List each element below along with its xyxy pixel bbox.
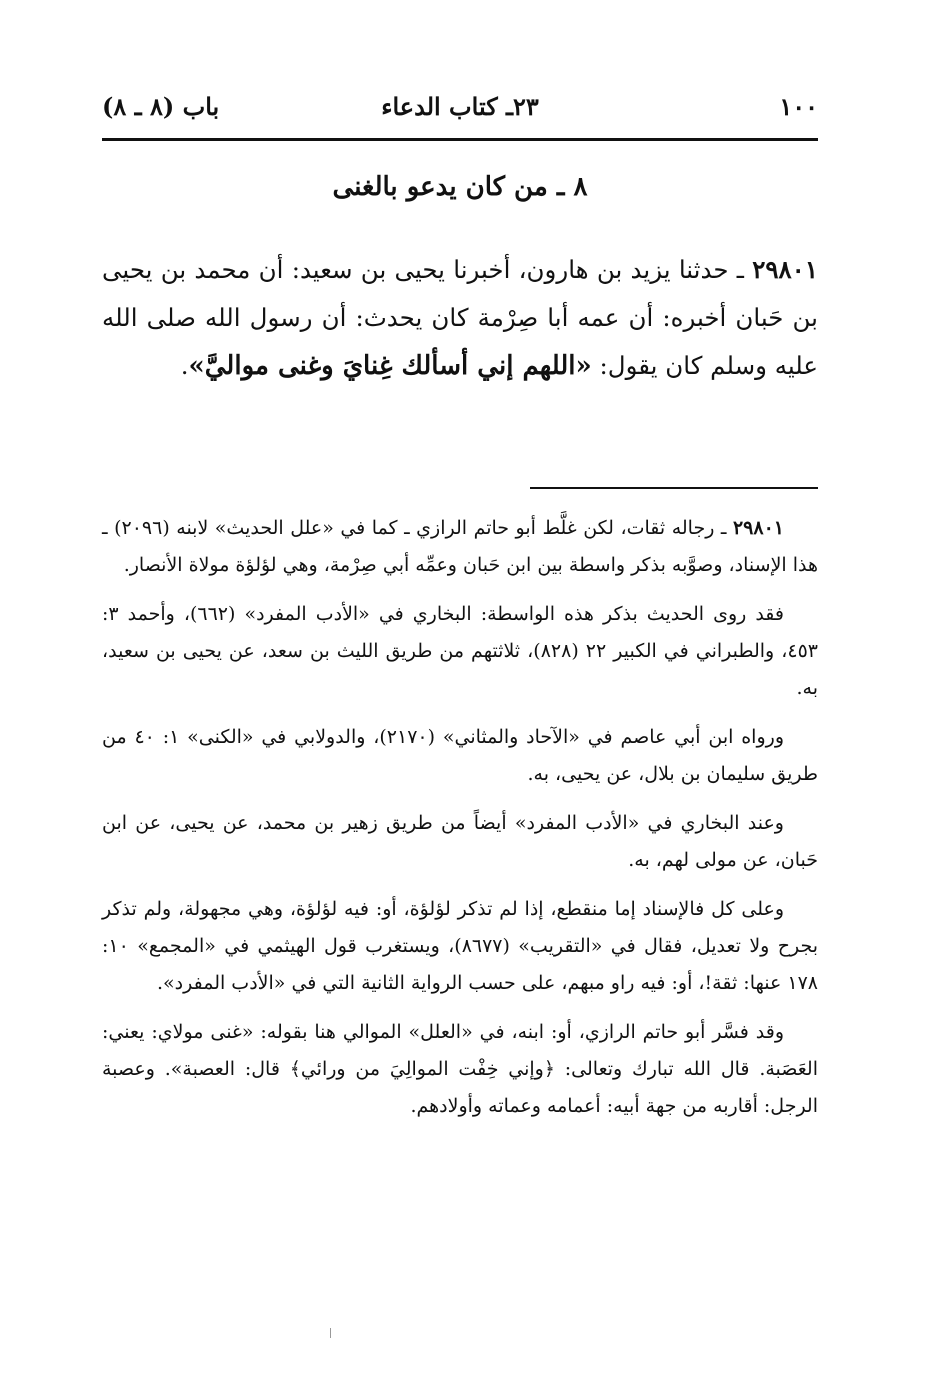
footnote-paragraph: وعلى كل فالإسناد إما منقطع، إذا لم تذكر لؤلؤة، أو: فيه لؤلؤة، وهي مجهولة، ولم تذكر بجرح ولا تعديل، فقال في «التقريب» (٨٦٧٧)، ويستغرب قول الهيثمي في «المجمع» ١٠: ١٧٨ عنها: ثقة!، أو: فيه راو مبهم، على حسب الرواية الثانية التي في «الأدب المفرد». — [102, 898, 818, 994]
section-title: ٨ ـ من كان يدعو بالغنى — [332, 172, 588, 202]
hadith-text — [102, 246, 818, 390]
header-rule — [102, 138, 818, 141]
book-title: ٢٣ـ كتاب الدعاء — [381, 92, 539, 121]
scan-mark — [330, 1328, 331, 1338]
page-number: ١٠٠ — [779, 92, 818, 121]
hadith-end: . — [180, 351, 189, 380]
footnote-separator — [530, 487, 818, 489]
footnote-text: ـ رجاله ثقات، لكن غلَّط أبو حاتم الرازي ـ كما في «علل الحديث» لابنه (٢٠٩٦) ـ هذا الإسناد، وصوَّبه بذكر واسطة بين ابن حَبان وعمِّه أبي صِرْمة، وهي لؤلؤة مولاة الأنصار. — [102, 517, 818, 576]
footnote-number: ٢٩٨٠١ — [732, 517, 784, 539]
footnotes — [102, 510, 818, 1137]
footnote-paragraph: وعند البخاري في «الأدب المفرد» أيضاً من طريق زهير بن محمد، عن يحيى، عن ابن حَبان، عن مولى لهم، به. — [102, 812, 818, 871]
footnote-paragraph: فقد روى الحديث بذكر هذه الواسطة: البخاري في «الأدب المفرد» (٦٦٢)، وأحمد ٣: ٤٥٣، والطبراني في الكبير ٢٢ (٨٢٨)، ثلاثتهم من طريق الليث بن سعد، عن يحيى بن سعيد، به. — [102, 603, 819, 699]
hadith-quote: «اللهم إني أسألك غِنايَ وغنى مواليَّ» — [188, 351, 592, 381]
footnote-paragraph — [102, 510, 818, 584]
page-header — [102, 92, 818, 132]
hadith-chain: ـ حدثنا يزيد بن هارون، أخبرنا يحيى بن سعيد: أن محمد بن يحيى بن حَبان أخبره: أن عمه أبا صِرْمة كان يحدث: أن رسول الله صلى الله عليه وسلم كان يقول: — [102, 255, 818, 380]
hadith-number: ٢٩٨٠١ — [752, 255, 818, 284]
footnote-paragraph: ورواه ابن أبي عاصم في «الآحاد والمثاني» (٢١٧٠)، والدولابي في «الكنى» ١: ٤٠ من طريق سليمان بن بلال، عن يحيى، به. — [102, 726, 818, 785]
chapter-reference: باب (٨ ـ ٨) — [102, 92, 220, 121]
footnote-paragraph: وقد فسَّر أبو حاتم الرازي، أو: ابنه، في «العلل» الموالي هنا بقوله: «غنى مولاي: يعني: العَصَبة. قال الله تبارك وتعالى: ﴿وإني خِفْت الموالِيَ من ورائي﴾ قال: العصبة». وعصبة الرجل: أقاربه من جهة أبيه: أعمامه وعماته وأولادهم. — [102, 1021, 818, 1117]
